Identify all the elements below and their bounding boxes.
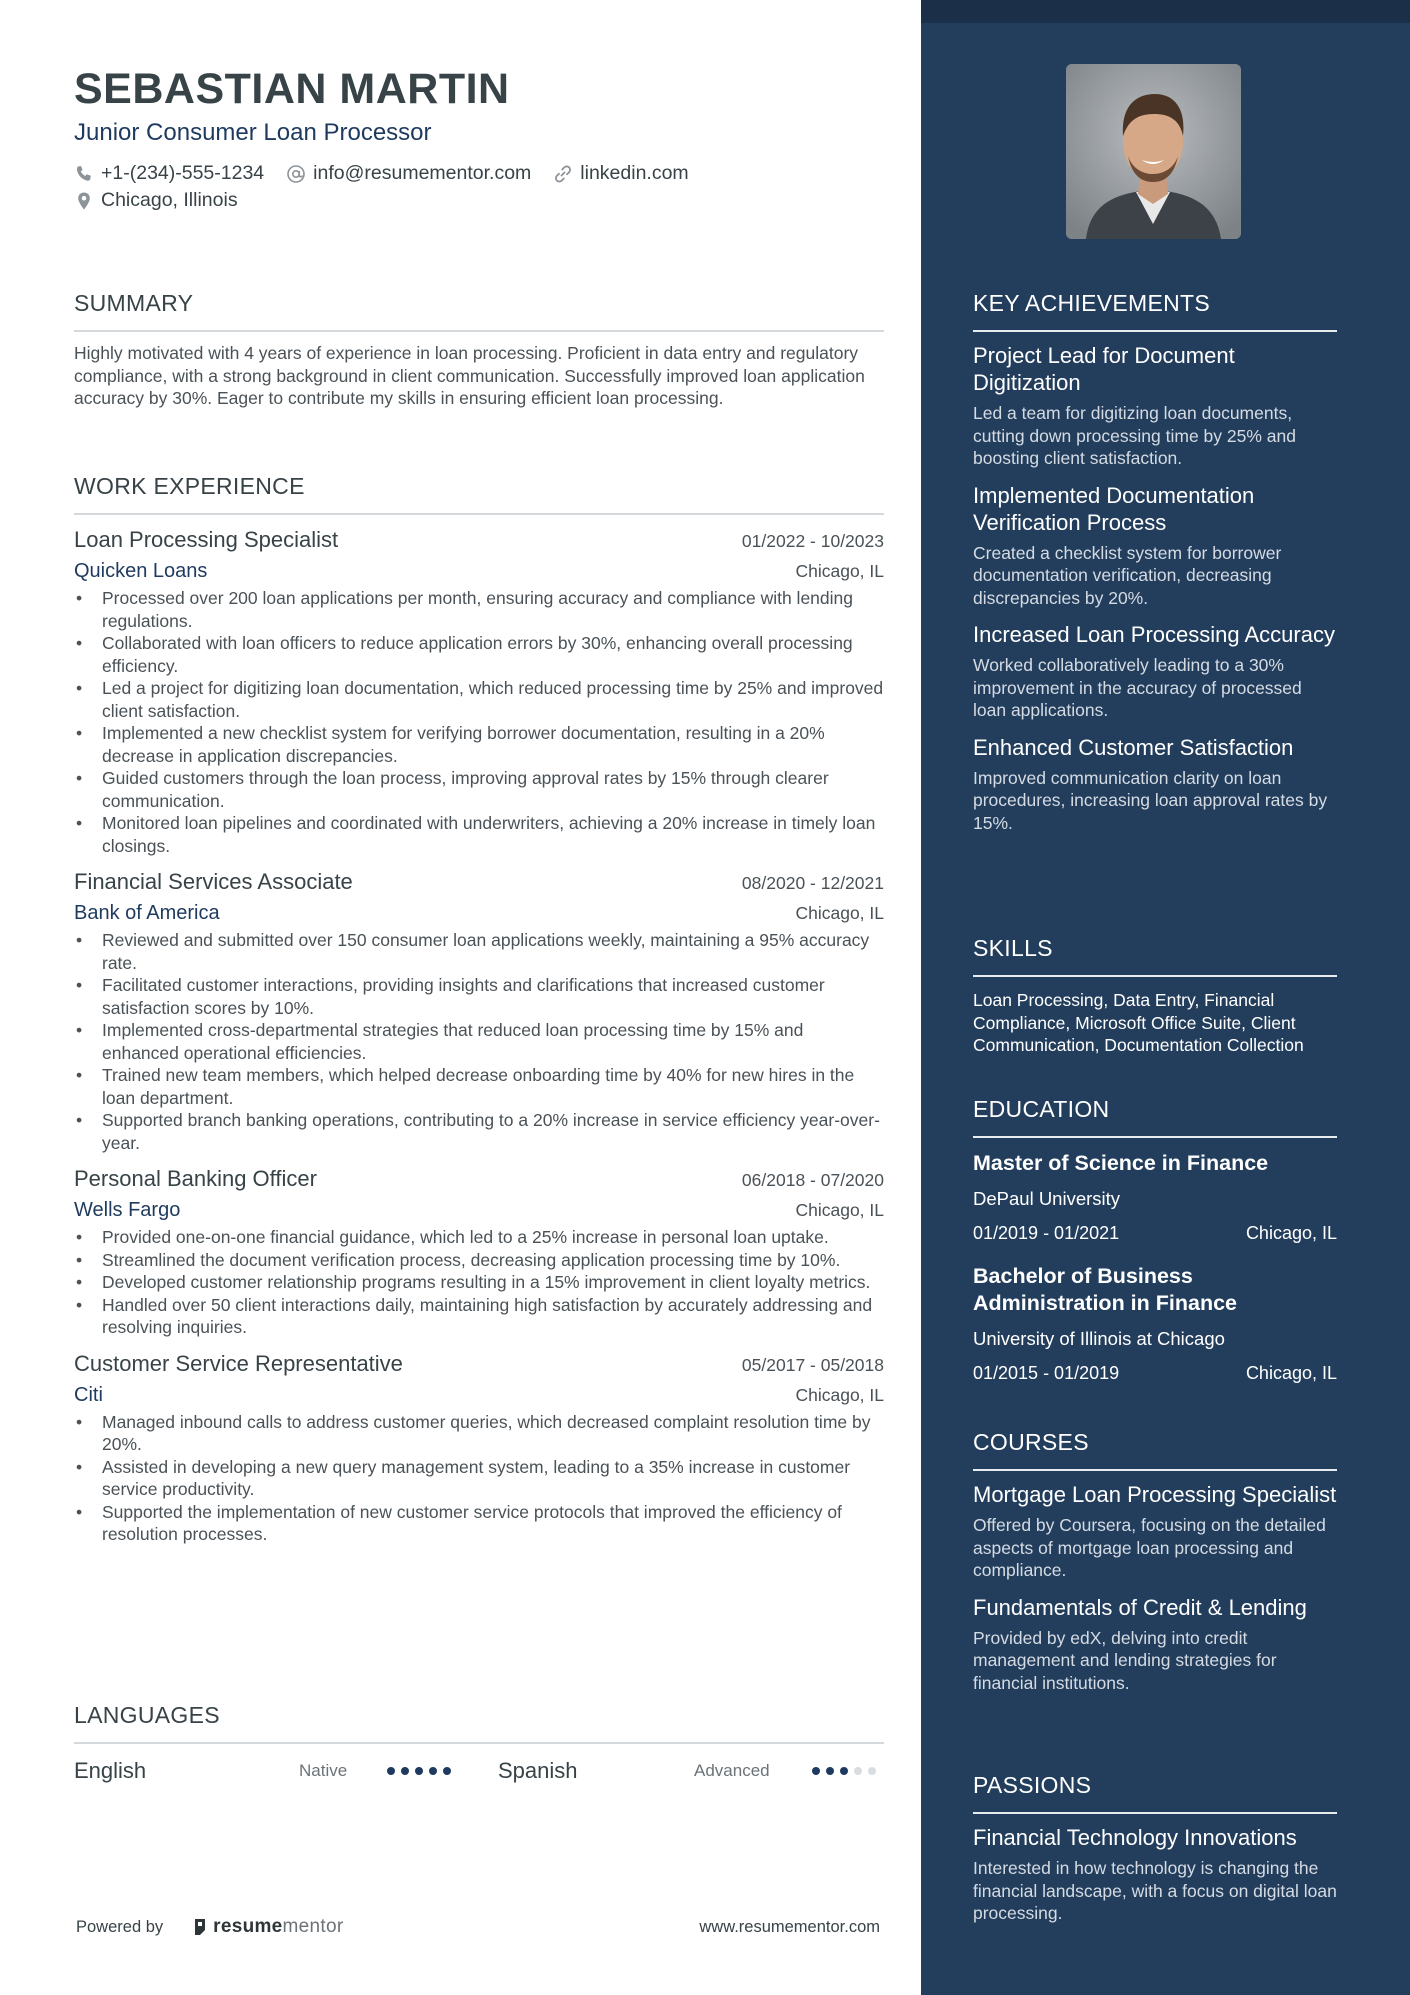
job-entry: [74, 1164, 884, 1339]
job-company: Wells Fargo: [74, 1199, 181, 1221]
job-header-row: [74, 525, 884, 555]
profile-photo-image: [1066, 64, 1241, 239]
rating-dot-filled: [826, 1767, 834, 1775]
achievements-heading: KEY ACHIEVEMENTS: [973, 288, 1337, 332]
achievements-item-title: Enhanced Customer Satisfaction: [973, 734, 1294, 760]
language-name: Spanish: [498, 1758, 578, 1783]
phone-text: +1-(234)-555-1234: [101, 162, 265, 184]
summary-text: Highly motivated with 4 years of experience in loan processing. Proficient in data entry and regulatory compliance, with a strong background in client communication. Successfully improved loan application accuracy by 30%. Eager to contribute my skills in ensuring efficient loan processing.: [74, 343, 865, 408]
job-bullet: • Collaborated with loan officers to reduce application errors by 30%, enhancing overall processing efficiency.: [74, 632, 884, 677]
contact-location: [74, 189, 238, 212]
powered-by: [76, 1916, 343, 1938]
job-bullets: [74, 1226, 884, 1339]
courses-item-title: Mortgage Loan Processing Specialist: [973, 1482, 1337, 1507]
courses-item: [973, 1594, 1337, 1695]
link-icon: [553, 164, 573, 184]
job-entry: [74, 867, 884, 1154]
achievements-item-text: Improved communication clarity on loan procedures, increasing loan approval rates by 15%.: [973, 767, 1328, 833]
job-company-row: [74, 555, 884, 587]
job-list: [74, 525, 884, 1546]
rating-dot-filled: [415, 1767, 423, 1775]
education-item: [973, 1263, 1337, 1385]
job-title: Financial Services Associate: [74, 869, 353, 894]
logo-text-light: mentor: [282, 1916, 344, 1937]
email-text[interactable]: info@resumementor.com: [313, 162, 532, 184]
job-bullet: • Trained new team members, which helped decrease onboarding time by 40% for new hires in the loan department.: [74, 1064, 884, 1109]
education-school: University of Illinois at Chicago: [973, 1328, 1225, 1349]
education-item: [973, 1150, 1337, 1245]
achievements-item-title: Increased Loan Processing Accuracy: [973, 622, 1335, 647]
job-bullet: • Assisted in developing a new query management system, leading to a 35% increase in customer service productivity.: [74, 1456, 884, 1501]
job-company-row: [74, 1379, 884, 1411]
education-degree: Bachelor of Business Administration in Finance: [973, 1264, 1237, 1315]
education-dates: 01/2019 - 01/2021: [973, 1223, 1120, 1243]
courses-item-title: Fundamentals of Credit & Lending: [973, 1594, 1307, 1620]
course-list: [973, 1481, 1337, 1694]
achievements-item: [973, 482, 1337, 610]
courses-item-text: Offered by Coursera, focusing on the detailed aspects of mortgage loan processing and compliance.: [973, 1515, 1326, 1580]
summary-heading: SUMMARY: [74, 288, 884, 332]
job-location: Chicago, IL: [795, 1200, 884, 1220]
job-title: Customer Service Representative: [74, 1350, 403, 1376]
education-meta-row: [973, 1361, 1337, 1385]
job-dates: 08/2020 - 12/2021: [741, 873, 884, 893]
job-company-row: [74, 897, 884, 929]
language-level: Advanced: [694, 1761, 770, 1780]
rating-dot-filled: [429, 1767, 437, 1775]
at-sign-icon: [286, 164, 306, 184]
job-bullet: • Guided customers through the loan process, improving approval rates by 15% through clearer communication.: [74, 767, 884, 812]
experience-heading: WORK EXPERIENCE: [74, 471, 884, 515]
job-bullet: • Processed over 200 loan applications per month, ensuring accuracy and compliance with lending regulations.: [74, 587, 884, 632]
job-bullet: • Implemented cross-departmental strategies that reduced loan processing time by 15% and enhanced operational efficiencies.: [74, 1019, 884, 1064]
logo-text-bold: resume: [213, 1916, 283, 1937]
job-bullet: • Facilitated customer interactions, providing insights and clarifications that increased customer satisfaction scores by 10%.: [74, 974, 884, 1019]
rating-dot-filled: [401, 1767, 409, 1775]
job-bullet: • Managed inbound calls to address customer queries, which decreased complaint resolution time by 20%.: [74, 1411, 884, 1456]
achievements-item: [973, 342, 1337, 470]
education-degree: Master of Science in Finance: [973, 1151, 1269, 1175]
language-level: Native: [299, 1761, 348, 1780]
job-entry: [74, 1349, 884, 1546]
job-bullets: [74, 1411, 884, 1546]
location-text: Chicago, Illinois: [101, 189, 238, 211]
languages-section: [74, 1700, 884, 1788]
job-title: Loan Processing Specialist: [74, 527, 339, 552]
skills-text: Loan Processing, Data Entry, Financial Compliance, Microsoft Office Suite, Client Communication, Documentation Collection: [973, 990, 1304, 1055]
job-dates: 06/2018 - 07/2020: [741, 1170, 884, 1190]
rating-dot-filled: [812, 1767, 820, 1775]
achievements-item-title: Project Lead for Document Digitization: [973, 343, 1235, 395]
job-company: Bank of America: [74, 902, 220, 924]
language-rating: [387, 1767, 498, 1775]
rating-dot-filled: [387, 1767, 395, 1775]
job-location: Chicago, IL: [795, 561, 884, 581]
rating-dot-empty: [854, 1767, 862, 1775]
job-bullet: • Handled over 50 client interactions daily, maintaining high satisfaction by accurately addressing and resolving inquiries.: [74, 1294, 884, 1339]
skills-section: [973, 933, 1337, 1057]
passions-item-text: Interested in how technology is changing the financial landscape, with a focus on digital loan processing.: [973, 1858, 1337, 1923]
passions-item-title: Financial Technology Innovations: [973, 1825, 1297, 1850]
job-bullet: • Monitored loan pipelines and coordinated with underwriters, achieving a 20% increase in timely loan closings.: [74, 812, 884, 857]
courses-section: [973, 1427, 1337, 1694]
skills-heading: SKILLS: [973, 933, 1337, 977]
job-entry: [74, 525, 884, 857]
experience-section: [74, 471, 884, 1546]
footer-website[interactable]: www.resumementor.com: [699, 1917, 880, 1936]
contact-email[interactable]: [286, 162, 531, 185]
job-bullet: • Developed customer relationship programs resulting in a 15% improvement in client loyalty metrics.: [74, 1271, 884, 1294]
education-location: Chicago, IL: [1245, 1223, 1337, 1243]
job-company: Quicken Loans: [74, 560, 208, 582]
achievements-item-title: Implemented Documentation Verification Process: [973, 482, 1255, 535]
job-bullet: • Streamlined the document verification process, decreasing application processing time by 10%.: [74, 1249, 884, 1272]
job-dates: 05/2017 - 05/2018: [741, 1354, 884, 1375]
job-company-row: [74, 1194, 884, 1226]
contact-info: [74, 160, 884, 214]
job-header-row: [74, 1349, 884, 1379]
achievements-item-text: Created a checklist system for borrower documentation verification, decreasing discrepancies by 20%.: [973, 542, 1282, 608]
contact-phone: [74, 162, 264, 185]
logo-mark-icon: [193, 1918, 207, 1936]
job-bullet: • Reviewed and submitted over 150 consumer loan applications weekly, maintaining a 95% accuracy rate.: [74, 929, 884, 974]
achievements-section: [973, 288, 1337, 834]
passions-item: [973, 1824, 1337, 1925]
job-dates: 01/2022 - 10/2023: [741, 531, 884, 551]
education-heading: EDUCATION: [973, 1094, 1337, 1138]
rating-dot-filled: [443, 1767, 451, 1775]
achievements-item-text: Led a team for digitizing loan documents, cutting down processing time by 25% and boosting client satisfaction.: [973, 403, 1296, 468]
education-school: DePaul University: [973, 1188, 1121, 1209]
courses-item-text: Provided by edX, delving into credit management and lending strategies for financial institutions.: [973, 1627, 1277, 1693]
languages-heading: LANGUAGES: [74, 1700, 884, 1744]
education-location: Chicago, IL: [1245, 1363, 1337, 1383]
job-location: Chicago, IL: [795, 903, 884, 923]
passions-section: [973, 1770, 1337, 1925]
language-list: [74, 1754, 884, 1788]
page-footer: [76, 1916, 880, 1938]
phone-icon: [74, 164, 94, 184]
job-title: Personal Banking Officer: [74, 1166, 317, 1191]
language-name: English: [74, 1758, 147, 1783]
passions-heading: PASSIONS: [973, 1770, 1337, 1814]
job-bullet: • Supported the implementation of new customer service protocols that improved the efficiency of resolution processes.: [74, 1501, 884, 1546]
courses-heading: COURSES: [973, 1427, 1337, 1471]
job-bullet: • Implemented a new checklist system for verifying borrower documentation, resulting in a 20% decrease in application discrepancies.: [74, 722, 884, 767]
job-bullets: [74, 929, 884, 1154]
achievements-item: [973, 734, 1337, 835]
rating-dot-empty: [868, 1767, 876, 1775]
job-header-row: [74, 867, 884, 897]
job-bullets: [74, 587, 884, 857]
education-section: [973, 1094, 1337, 1385]
job-location: Chicago, IL: [795, 1384, 884, 1405]
achievement-list: [973, 342, 1337, 834]
candidate-name: SEBASTIAN MARTIN: [74, 65, 510, 113]
powered-by-label: Powered by: [76, 1917, 164, 1936]
candidate-role: Junior Consumer Loan Processor: [74, 119, 432, 146]
achievements-item: [973, 621, 1337, 722]
linkedin-text[interactable]: linkedin.com: [580, 162, 689, 184]
education-dates: 01/2015 - 01/2019: [973, 1363, 1120, 1383]
job-bullet: • Provided one-on-one financial guidance, which led to a 25% increase in personal loan uptake.: [74, 1226, 884, 1249]
resume-header: [74, 64, 884, 214]
contact-linkedin[interactable]: [553, 162, 688, 185]
resumementor-logo: [193, 1916, 343, 1938]
courses-item: [973, 1481, 1337, 1582]
education-list: [973, 1150, 1337, 1385]
rating-dot-filled: [840, 1767, 848, 1775]
job-bullet: • Led a project for digitizing loan documentation, which reduced processing time by 25% and improved client satisfaction.: [74, 677, 884, 722]
achievements-item-text: Worked collaboratively leading to a 30% improvement in the accuracy of processed loan applications.: [973, 655, 1302, 720]
language-rating: [812, 1767, 882, 1775]
sidebar: [921, 0, 1410, 1995]
job-bullet: • Supported branch banking operations, contributing to a 20% increase in service efficiency year-over-year.: [74, 1109, 884, 1154]
location-pin-icon: [74, 191, 94, 211]
summary-section: [74, 288, 884, 410]
passion-list: [973, 1824, 1337, 1925]
job-header-row: [74, 1164, 884, 1194]
job-company: Citi: [74, 1383, 103, 1406]
education-meta-row: [973, 1221, 1337, 1245]
sidebar-top-band: [921, 0, 1410, 23]
profile-photo: [1066, 64, 1241, 239]
